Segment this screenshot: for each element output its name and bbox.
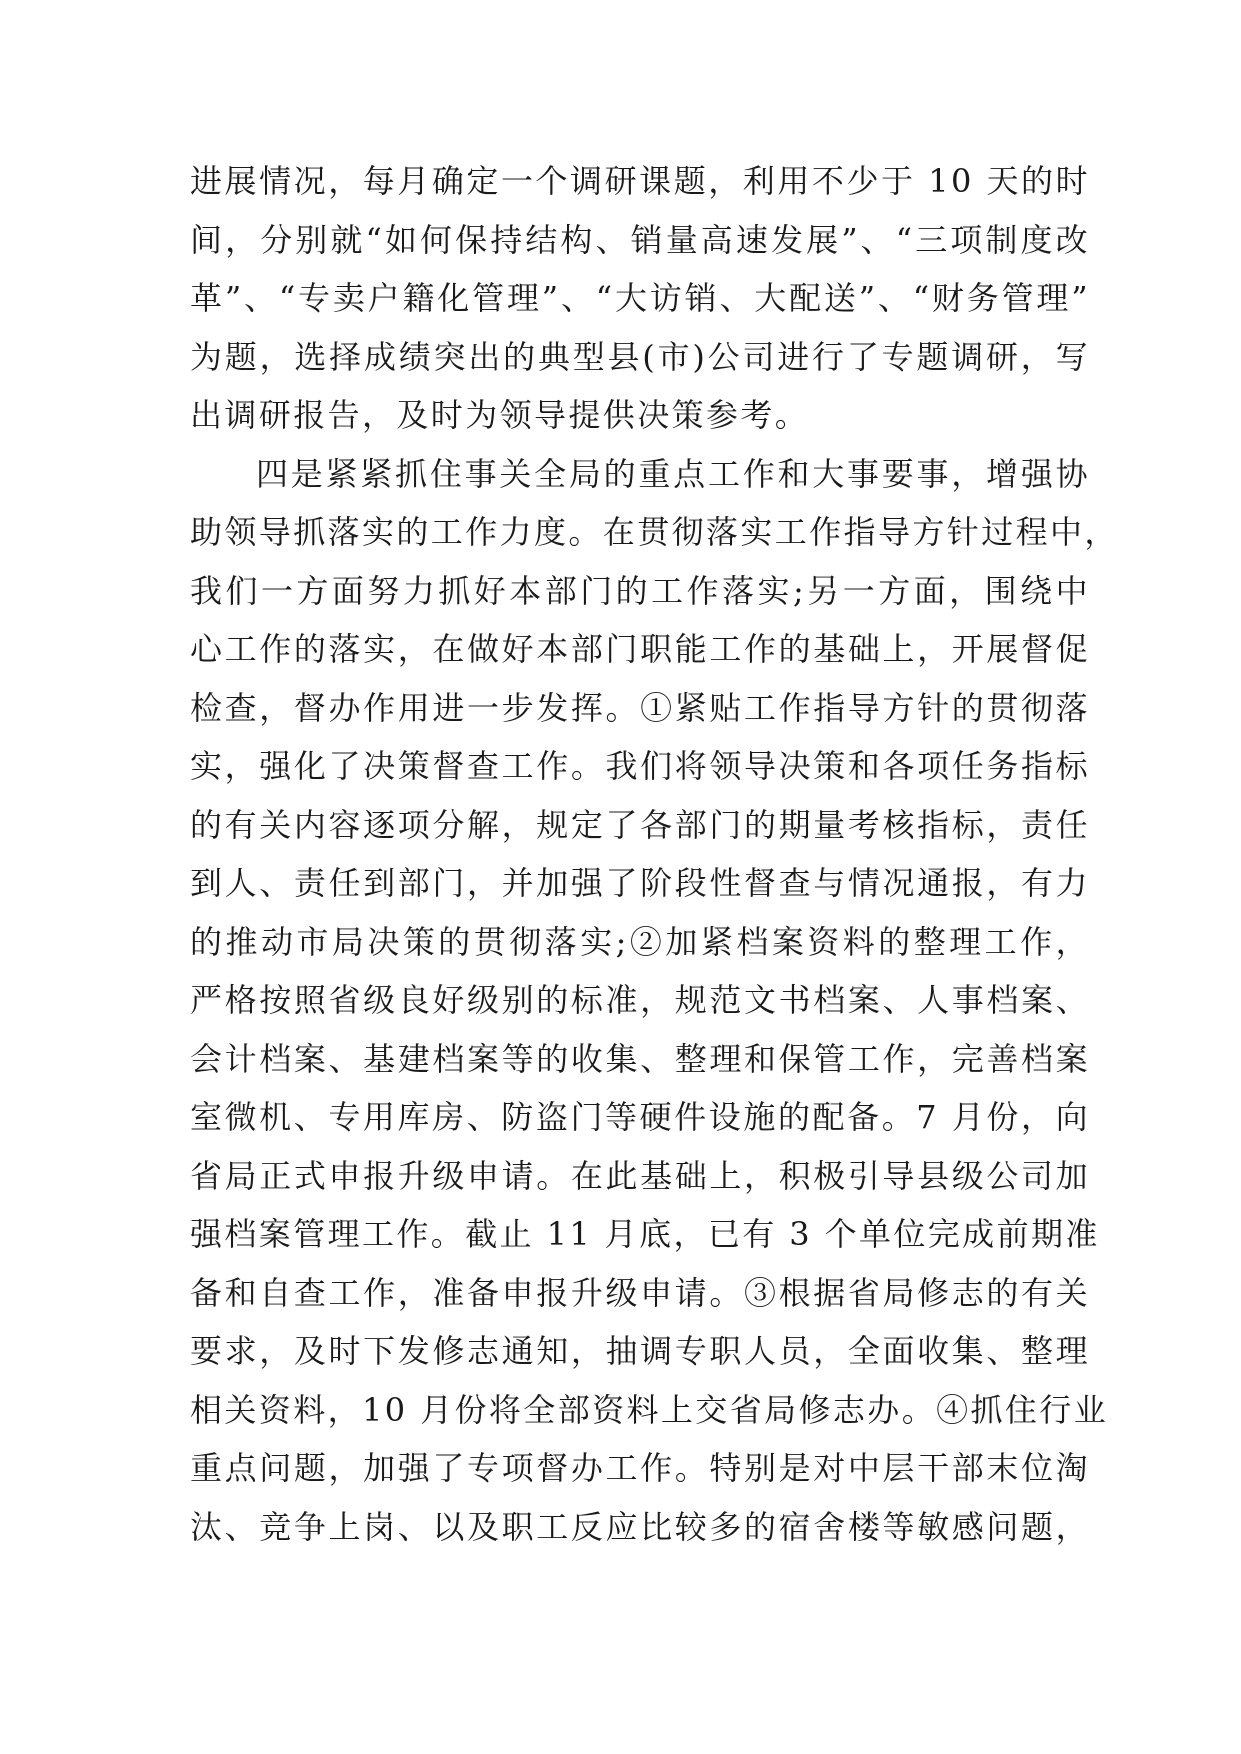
text-line: 实，强化了决策督查工作。我们将领导决策和各项任务指标 — [190, 747, 1090, 785]
text-line: 我们一方面努力抓好本部门的工作落实;另一方面，围绕中 — [190, 571, 1090, 610]
text-line: 间，分别就“如何保持结构、销量高速发展”、“三项制度改 — [190, 220, 1090, 259]
text-line: 的有关内容逐项分解，规定了各部门的期量考核指标，责任 — [190, 805, 1090, 844]
text-line: 省局正式申报升级申请。在此基础上，积极引导县级公司加 — [190, 1156, 1090, 1195]
text-line: 助领导抓落实的工作力度。在贯彻落实工作指导方针过程中， — [190, 513, 1119, 551]
text-line: 的推动市局决策的贯彻落实;②加紧档案资料的整理工作， — [190, 922, 1090, 961]
text-line: 革”、“专卖户籍化管理”、“大访销、大配送”、“财务管理” — [190, 279, 1090, 317]
text-line: 检查，督办作用进一步发挥。①紧贴工作指导方针的贯彻落 — [190, 688, 1090, 727]
text-line: 要求，及时下发修志通知，抽调专职人员，全面收集、整理 — [190, 1332, 1090, 1370]
text-line: 心工作的落实，在做好本部门职能工作的基础上，开展督促 — [190, 630, 1090, 668]
text-line: 出调研报告，及时为领导提供决策参考。 — [190, 396, 810, 434]
text-line: 备和自查工作，准备申报升级申请。③根据省局修志的有关 — [190, 1273, 1090, 1312]
text-line: 相关资料，10 月份将全部资料上交省局修志办。④抓住行业 — [190, 1390, 1109, 1429]
text-line: 到人、责任到部门，并加强了阶段性督查与情况通报，有力 — [190, 864, 1090, 902]
text-line: 室微机、专用库房、防盗门等硬件设施的配备。7 月份，向 — [190, 1098, 1090, 1136]
text-line: 为题，选择成绩突出的典型县(市)公司进行了专题调研，写 — [190, 337, 1090, 376]
paragraph-start-line: 四是紧紧抓住事关全局的重点工作和大事要事，增强协 — [256, 454, 1090, 493]
text-line: 重点问题，加强了专项督办工作。特别是对中层干部末位淘 — [190, 1449, 1090, 1487]
text-line: 会计档案、基建档案等的收集、整理和保管工作，完善档案 — [190, 1039, 1090, 1078]
text-line: 严格按照省级良好级别的标准，规范文书档案、人事档案、 — [190, 981, 1090, 1019]
text-line: 汰、竞争上岗、以及职工反应比较多的宿舍楼等敏感问题， — [190, 1507, 1090, 1546]
text-line: 进展情况，每月确定一个调研课题，利用不少于 10 天的时 — [190, 162, 1090, 200]
document-body — [190, 152, 1119, 1556]
text-line: 强档案管理工作。截止 11 月底，已有 3 个单位完成前期准 — [190, 1215, 1100, 1253]
